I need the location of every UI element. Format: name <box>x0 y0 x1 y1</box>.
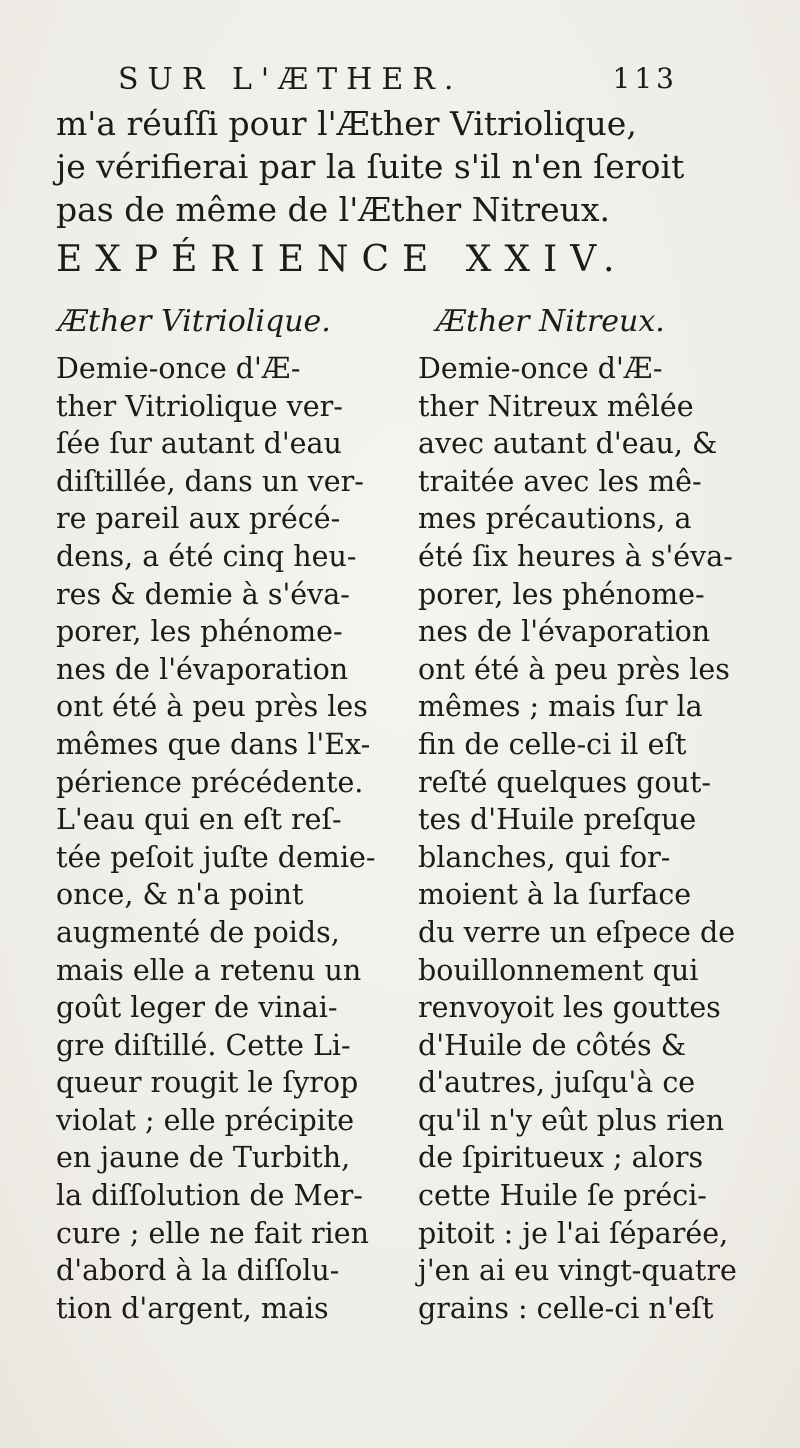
column-line: ther Nitreux mêlée <box>418 389 694 423</box>
column-line: nes de l'évaporation <box>418 615 711 649</box>
column-line: j'en ai eu vingt-quatre <box>418 1254 737 1288</box>
column-line: du verre un eſpece de <box>418 915 736 949</box>
column-line: mes précautions, a <box>418 502 692 536</box>
right-column-heading: Æther Nitreux. <box>436 304 665 339</box>
column-line: fin de celle-ci il eſt <box>418 727 687 761</box>
running-title: SUR L'ÆTHER. <box>118 62 463 97</box>
column-line: bouillonnement qui <box>418 953 699 987</box>
column-line: cure ; elle ne fait rien <box>56 1216 369 1250</box>
column-line: de ſpiritueux ; alors <box>418 1141 704 1175</box>
column-line: mêmes que dans l'Ex- <box>56 727 371 761</box>
right-column-text <box>418 350 798 1327</box>
column-line: tion d'argent, mais <box>56 1291 329 1325</box>
column-line: renvoyoit les gouttes <box>418 991 721 1025</box>
intro-line: pas de même de l'Æther Nitreux. <box>56 190 610 229</box>
column-line: nes de l'évaporation <box>56 652 349 686</box>
left-column-text <box>56 350 412 1327</box>
column-line: d'Huile de côtés & <box>418 1028 687 1062</box>
column-line: mêmes ; mais ſur la <box>418 690 703 724</box>
column-line: dens, a été cinq heu- <box>56 539 357 573</box>
column-line: la diſſolution de Mer- <box>56 1179 363 1213</box>
column-line: goût leger de vinai- <box>56 991 338 1025</box>
column-line: reſté quelques gout- <box>418 765 711 799</box>
column-line: périence précédente. <box>56 765 364 799</box>
column-line: qu'il n'y eût plus rien <box>418 1103 725 1137</box>
column-line: once, & n'a point <box>56 878 304 912</box>
column-line: re pareil aux précé- <box>56 502 341 536</box>
intro-paragraph <box>56 102 776 231</box>
column-line: blanches, qui for- <box>418 840 671 874</box>
column-line: ont été à peu près les <box>418 652 730 686</box>
intro-line: m'a réuſſi pour l'Æther Vitriolique, <box>56 104 637 143</box>
column-line: queur rougit le ſyrop <box>56 1066 359 1100</box>
left-column-heading: Æther Vitriolique. <box>58 304 331 339</box>
column-line: cette Huile ſe préci- <box>418 1179 707 1213</box>
column-line: été ſix heures à s'éva- <box>418 539 733 573</box>
column-line: Demie-once d'Æ- <box>56 352 301 385</box>
column-line: d'abord à la diſſolu- <box>56 1254 340 1288</box>
experiment-title: EXPÉRIENCE XXIV. <box>56 239 628 280</box>
column-line: ſée ſur autant d'eau <box>56 427 342 461</box>
page-number: 113 <box>612 62 678 95</box>
intro-line: je vérifierai par la ſuite s'il n'en ſeroit <box>56 147 685 186</box>
column-line: res & demie à s'éva- <box>56 577 350 611</box>
column-line: traitée avec les mê- <box>418 464 702 498</box>
column-line: violat ; elle précipite <box>56 1103 355 1137</box>
column-line: L'eau qui en eſt reſ- <box>56 803 342 837</box>
column-line: mais elle a retenu un <box>56 953 362 987</box>
column-line: augmenté de poids, <box>56 915 340 949</box>
column-line: porer, les phénome- <box>418 577 705 611</box>
column-line: ther Vitriolique ver- <box>56 389 343 423</box>
column-line: Demie-once d'Æ- <box>418 352 663 385</box>
column-line: avec autant d'eau, & <box>418 427 718 461</box>
column-line: d'autres, juſqu'à ce <box>418 1066 696 1100</box>
running-head <box>118 62 678 96</box>
column-line: moient à la ſurface <box>418 878 692 912</box>
column-line: grains : celle-ci n'eſt <box>418 1291 714 1325</box>
column-line: porer, les phénome- <box>56 615 343 649</box>
column-line: gre diſtillé. Cette Li- <box>56 1028 351 1062</box>
column-line: diſtillée, dans un ver- <box>56 464 364 498</box>
column-line: tée peſoit juſte demie- <box>56 840 376 874</box>
column-line: tes d'Huile preſque <box>418 803 697 837</box>
column-line: ont été à peu près les <box>56 690 368 724</box>
column-line: en jaune de Turbith, <box>56 1141 351 1175</box>
column-line: pitoit : je l'ai ſéparée, <box>418 1216 729 1250</box>
